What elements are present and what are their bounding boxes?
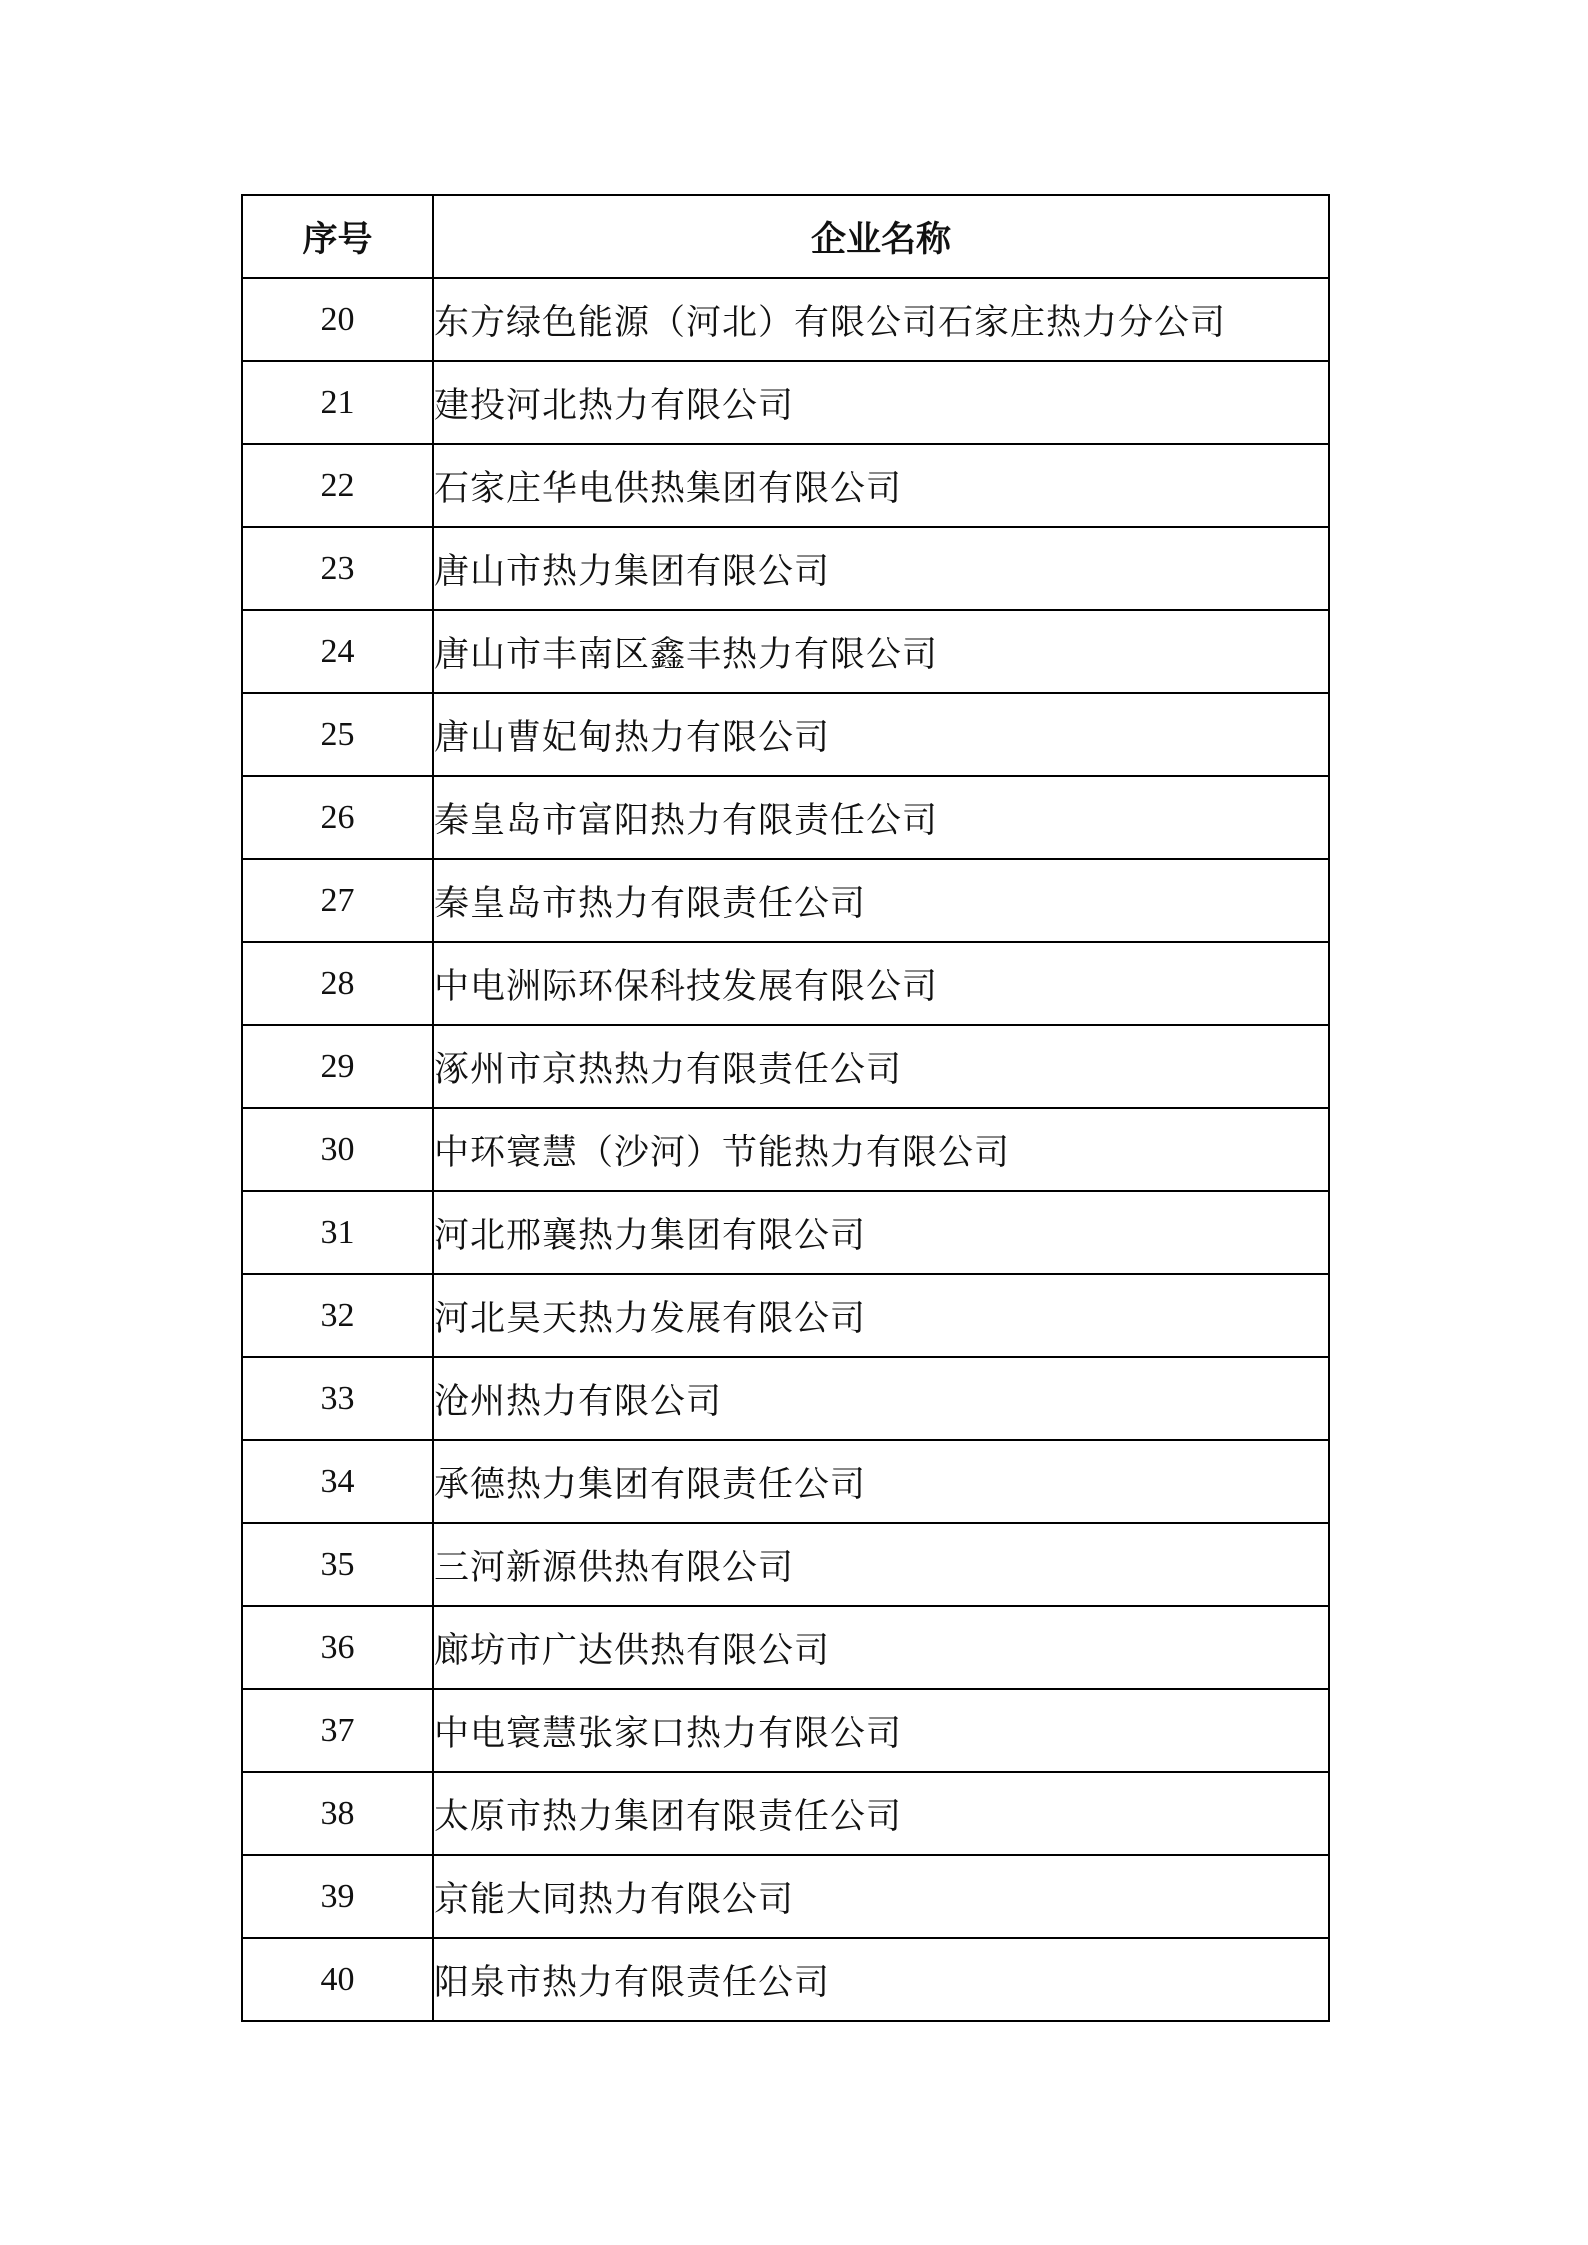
table-row [242,1357,1329,1440]
row-number: 29 [242,1025,433,1108]
company-name: 中电洲际环保科技发展有限公司 [433,942,1329,1025]
table-row [242,1108,1329,1191]
company-name: 阳泉市热力有限责任公司 [433,1938,1329,2021]
row-number: 39 [242,1855,433,1938]
row-number: 37 [242,1689,433,1772]
table-row [242,693,1329,776]
table-row [242,1938,1329,2021]
table-row [242,1606,1329,1689]
company-name: 河北邢襄热力集团有限公司 [433,1191,1329,1274]
table-row [242,859,1329,942]
row-number: 36 [242,1606,433,1689]
header-number: 序号 [242,195,433,278]
table-row [242,1025,1329,1108]
row-number: 40 [242,1938,433,2021]
company-name: 京能大同热力有限公司 [433,1855,1329,1938]
row-number: 38 [242,1772,433,1855]
table-row [242,1274,1329,1357]
row-number: 30 [242,1108,433,1191]
company-name: 唐山市热力集团有限公司 [433,527,1329,610]
table-row [242,444,1329,527]
table-row [242,1772,1329,1855]
company-name: 河北昊天热力发展有限公司 [433,1274,1329,1357]
table-row [242,1440,1329,1523]
row-number: 32 [242,1274,433,1357]
header-company-name: 企业名称 [433,195,1329,278]
company-name: 太原市热力集团有限责任公司 [433,1772,1329,1855]
table-row [242,1689,1329,1772]
row-number: 27 [242,859,433,942]
company-name: 三河新源供热有限公司 [433,1523,1329,1606]
company-name: 秦皇岛市富阳热力有限责任公司 [433,776,1329,859]
company-name: 唐山曹妃甸热力有限公司 [433,693,1329,776]
row-number: 26 [242,776,433,859]
company-table [241,194,1330,2022]
table-header-row [242,195,1329,278]
company-name: 石家庄华电供热集团有限公司 [433,444,1329,527]
table-row [242,1191,1329,1274]
company-name: 中环寰慧（沙河）节能热力有限公司 [433,1108,1329,1191]
company-name: 廊坊市广达供热有限公司 [433,1606,1329,1689]
company-name: 中电寰慧张家口热力有限公司 [433,1689,1329,1772]
row-number: 21 [242,361,433,444]
company-name: 承德热力集团有限责任公司 [433,1440,1329,1523]
company-name: 建投河北热力有限公司 [433,361,1329,444]
row-number: 25 [242,693,433,776]
row-number: 22 [242,444,433,527]
table-row [242,278,1329,361]
row-number: 24 [242,610,433,693]
company-name: 涿州市京热热力有限责任公司 [433,1025,1329,1108]
table-row [242,776,1329,859]
table-row [242,942,1329,1025]
row-number: 33 [242,1357,433,1440]
table-body [242,278,1329,2021]
row-number: 20 [242,278,433,361]
row-number: 23 [242,527,433,610]
table-row [242,610,1329,693]
table-row [242,527,1329,610]
row-number: 31 [242,1191,433,1274]
table-row [242,1523,1329,1606]
row-number: 28 [242,942,433,1025]
company-name: 唐山市丰南区鑫丰热力有限公司 [433,610,1329,693]
row-number: 35 [242,1523,433,1606]
company-name: 秦皇岛市热力有限责任公司 [433,859,1329,942]
row-number: 34 [242,1440,433,1523]
company-name: 东方绿色能源（河北）有限公司石家庄热力分公司 [433,278,1329,361]
table-row [242,1855,1329,1938]
table-row [242,361,1329,444]
company-name: 沧州热力有限公司 [433,1357,1329,1440]
